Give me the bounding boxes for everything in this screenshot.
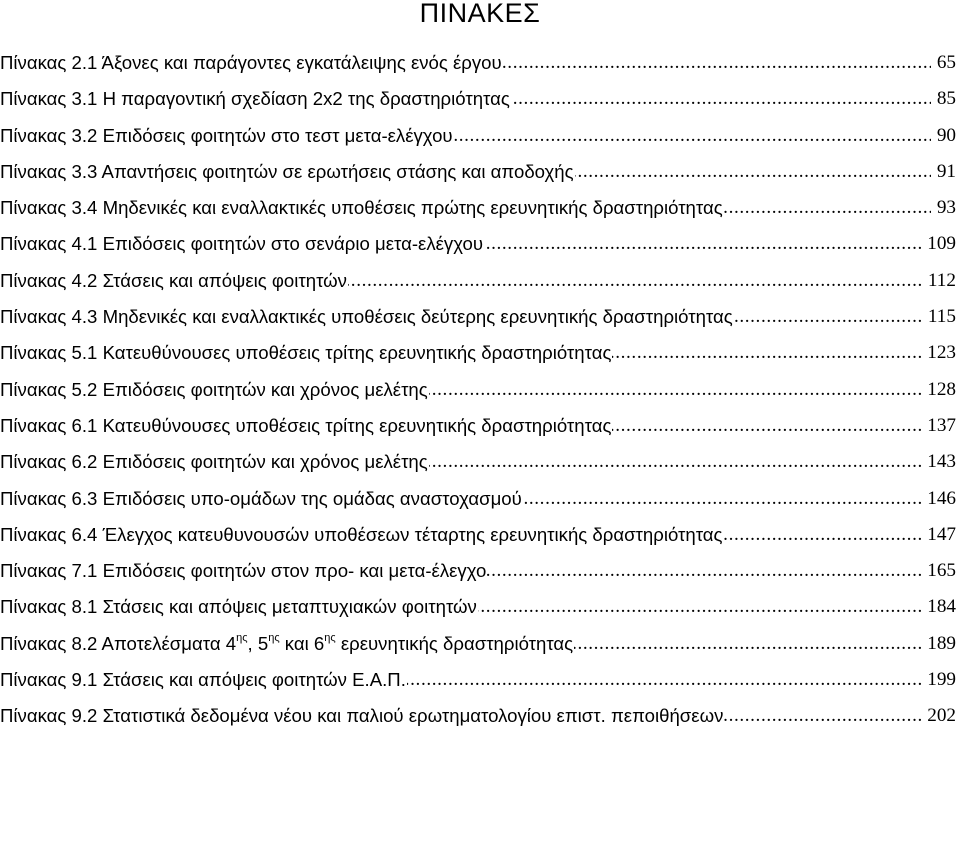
entry-page-number: 184 xyxy=(921,589,956,625)
entry-title: Μηδενικές και εναλλακτικές υποθέσεις πρώτης ερευνητικής δραστηριότητας xyxy=(102,197,723,219)
toc-entry[interactable] xyxy=(0,299,956,335)
entry-title: Επιδόσεις φοιτητών στο σενάριο μετα-ελέγχου xyxy=(102,233,483,255)
entry-prefix: Πίνακας 7.1 xyxy=(0,560,98,582)
entry-page-number: 189 xyxy=(921,626,956,662)
entry-title: Στατιστικά δεδομένα νέου και παλιού ερωτηματολογίου επιστ. πεποιθήσεων xyxy=(102,705,724,727)
entry-prefix: Πίνακας 4.3 xyxy=(0,306,98,328)
entry-title: Άξονες και παράγοντες εγκατάλειψης ενός έργου xyxy=(101,52,502,73)
entry-page-number: 128 xyxy=(921,372,956,408)
entry-title: Επιδόσεις φοιτητών και χρόνος μελέτης xyxy=(102,451,428,473)
entry-page-number: 93 xyxy=(931,190,956,226)
toc-entry[interactable] xyxy=(0,698,956,734)
entry-prefix: Πίνακας 6.3 xyxy=(0,487,98,509)
entry-title: Στάσεις και απόψεις μεταπτυχιακών φοιτητών xyxy=(102,596,477,618)
entry-page-number: 165 xyxy=(921,553,956,589)
entry-prefix: Πίνακας 8.2 xyxy=(0,632,98,654)
entry-page-number: 90 xyxy=(931,118,956,154)
entry-page-number: 202 xyxy=(921,698,956,734)
toc-entry[interactable] xyxy=(0,553,956,589)
entry-page-number: 91 xyxy=(931,154,956,190)
entry-title-part: Αποτελέσματα 4 xyxy=(101,632,237,654)
entry-title: Μηδενικές και εναλλακτικές υποθέσεις δεύτερης ερευνητικής δραστηριότητας xyxy=(102,306,733,328)
entry-title: Κατευθύνουσες υποθέσεις τρίτης ερευνητικής δραστηριότητας xyxy=(102,342,612,364)
toc-entry[interactable] xyxy=(0,226,956,262)
entry-title: Επιδόσεις φοιτητών και χρόνος μελέτης xyxy=(102,378,428,400)
entry-prefix: Πίνακας 3.3 xyxy=(0,160,98,182)
entry-page-number: 109 xyxy=(921,226,956,262)
entry-prefix: Πίνακας 5.2 xyxy=(0,378,98,400)
entry-prefix: Πίνακας 3.2 xyxy=(0,124,98,146)
entry-page-number: 112 xyxy=(922,263,956,299)
toc-entry[interactable] xyxy=(0,118,956,154)
entry-page-number: 115 xyxy=(922,299,956,335)
entry-title: Στάσεις και απόψεις φοιτητών Ε.Α.Π. xyxy=(102,669,406,691)
entry-title-part: και 6 xyxy=(279,632,325,654)
ordinal-superscript: ης xyxy=(324,631,336,644)
entry-prefix: Πίνακας 2.1 xyxy=(0,52,98,73)
entry-page-number: 65 xyxy=(931,45,956,81)
entry-title: Έλεγχος κατευθυνουσών υποθέσεων τέταρτης ερευνητικής δραστηριότητας xyxy=(102,523,723,545)
table-of-contents xyxy=(0,45,956,735)
toc-entry[interactable] xyxy=(0,154,956,190)
toc-entry[interactable] xyxy=(0,372,956,408)
entry-title: Επιδόσεις υπο-ομάδων της ομάδας αναστοχασμού xyxy=(102,487,522,509)
entry-prefix: Πίνακας 3.4 xyxy=(0,197,98,219)
entry-page-number: 143 xyxy=(921,444,956,480)
entry-page-number: 199 xyxy=(921,662,956,698)
entry-title: Στάσεις και απόψεις φοιτητών xyxy=(102,269,347,291)
entry-prefix: Πίνακας 4.1 xyxy=(0,233,98,255)
entry-title-part: ερευνητικής δραστηριότητας xyxy=(335,632,574,654)
entry-prefix: Πίνακας 6.4 xyxy=(0,523,98,545)
entry-page-number: 137 xyxy=(921,408,956,444)
entry-title xyxy=(102,633,574,654)
toc-entry[interactable] xyxy=(0,517,956,553)
entry-page-number: 147 xyxy=(921,517,956,553)
entry-page-number: 146 xyxy=(921,481,956,517)
ordinal-superscript: ης xyxy=(236,631,248,644)
ordinal-superscript: ης xyxy=(268,631,280,644)
toc-entry[interactable] xyxy=(0,589,956,625)
entry-page-number: 85 xyxy=(931,81,956,117)
toc-entry[interactable] xyxy=(0,263,956,299)
toc-entry[interactable] xyxy=(0,190,956,226)
entry-title: Επιδόσεις φοιτητών στο τεστ μετα-ελέγχου xyxy=(102,124,453,146)
entry-title: Κατευθύνουσες υποθέσεις τρίτης ερευνητικής δραστηριότητας xyxy=(102,414,612,436)
entry-prefix: Πίνακας 3.1 xyxy=(0,88,98,110)
entry-title-part: , 5 xyxy=(247,632,269,654)
toc-entry[interactable] xyxy=(0,662,956,698)
entry-title: Απαντήσεις φοιτητών σε ερωτήσεις στάσης και αποδοχής xyxy=(101,160,574,182)
entry-prefix: Πίνακας 6.2 xyxy=(0,451,98,473)
toc-entry[interactable] xyxy=(0,45,956,81)
page-heading: ΠΙΝΑΚΕΣ xyxy=(419,0,541,28)
toc-entry[interactable] xyxy=(0,335,956,371)
toc-entry[interactable] xyxy=(0,81,956,117)
entry-title: Η παραγοντική σχεδίαση 2x2 της δραστηριότητας xyxy=(102,88,510,110)
entry-prefix: Πίνακας 8.1 xyxy=(0,596,98,618)
entry-prefix: Πίνακας 9.1 xyxy=(0,669,98,691)
toc-entry[interactable] xyxy=(0,408,956,444)
entry-title: Επιδόσεις φοιτητών στον προ- και μετα-έλεγχο xyxy=(102,560,487,582)
entry-prefix: Πίνακας 4.2 xyxy=(0,269,98,291)
entry-prefix: Πίνακας 9.2 xyxy=(0,705,98,727)
toc-entry[interactable] xyxy=(0,481,956,517)
entry-page-number: 123 xyxy=(921,335,956,371)
toc-entry[interactable] xyxy=(0,444,956,480)
toc-entry[interactable] xyxy=(0,626,956,662)
entry-prefix: Πίνακας 6.1 xyxy=(0,414,98,436)
entry-prefix: Πίνακας 5.1 xyxy=(0,342,98,364)
